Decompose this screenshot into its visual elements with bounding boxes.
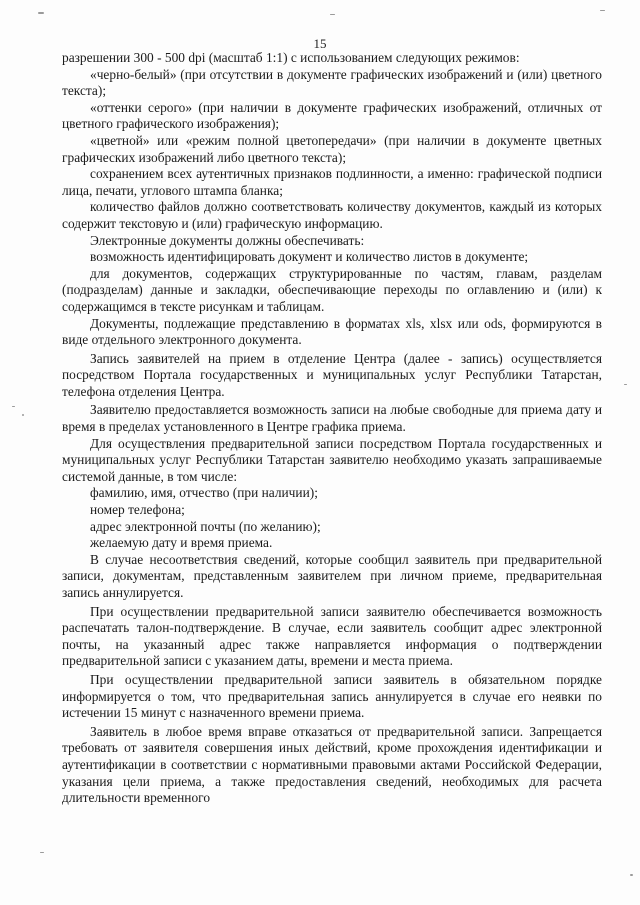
paragraph-portal-booking: Для осуществления предварительной записи посредством Портала государственных и муниципальных услуг Республики Татарстан заявителю необходимо указать запрашиваемые системой данные, в том числе: xyxy=(62,435,602,484)
paragraph-file-count: количество файлов должно соответствовать количеству документов, каждый из которых содержит текстовую и (или) графическую информацию. xyxy=(62,199,602,231)
paragraph-mismatch-cancellation: В случае несоответствия сведений, которые сообщил заявитель при предварительной записи, документам, представленным заявителем при личном приеме, предварительная запись аннулируется. xyxy=(62,551,602,600)
paragraph-free-slots: Заявителю предоставляется возможность записи на любые свободные для приема дату и время в пределах установленного в Центре графика приема. xyxy=(62,402,602,435)
scan-speck xyxy=(12,406,15,407)
list-item-full-name: фамилию, имя, отчество (при наличии); xyxy=(90,485,318,501)
scan-speck xyxy=(22,414,24,416)
paragraph-grayscale-mode: «оттенки серого» (при наличии в документе графических изображений, отличных от цветного графического изображения); xyxy=(62,99,602,132)
paragraph-authenticity-signs: сохранением всех аутентичных признаков подлинности, а именно: графической подписи лица, печати, углового штампа бланка; xyxy=(62,166,602,198)
scan-speck xyxy=(38,12,44,14)
paragraph-confirmation-ticket: При осуществлении предварительной записи заявителю обеспечивается возможность распечатать талон-подтверждение. В случае, если заявитель сообщит адрес электронной почты, на указанный адрес также направляется информация о подтверждении предварительной записи с указанием даты, времени и места приема. xyxy=(62,603,602,669)
paragraph-refuse-booking: Заявитель в любое время вправе отказаться от предварительной записи. Запрещается требовать от заявителя совершения иных действий, кроме прохождения идентификации и аутентификации в соответствии с нормативными правовыми актами Российской Федерации, указания цели приема, а также предоставления сведений, необходимых для расчета длительности временного xyxy=(62,723,602,806)
paragraph-scan-resolution: разрешении 300 - 500 dpi (масштаб 1:1) с использованием следующих режимов: xyxy=(62,50,520,65)
paragraph-spreadsheet-formats: Документы, подлежащие представлению в форматах xls, xlsx или ods, формируются в виде отдельного электронного документа. xyxy=(62,315,602,348)
scan-speck xyxy=(624,384,627,385)
paragraph-structured-documents: для документов, содержащих структурированные по частям, главам, разделам (подразделам) данные и закладки, обеспечивающие переходы по оглавлению и (или) к содержащимся в тексте рисункам и таблицам. xyxy=(62,265,602,314)
paragraph-appointment-booking: Запись заявителей на прием в отделение Центра (далее - запись) осуществляется посредством Портала государственных и муниципальных услуг Республики Татарстан, телефона отделения Центра. xyxy=(62,350,602,399)
scan-speck xyxy=(40,852,44,853)
paragraph-black-white-mode: «черно-белый» (при отсутствии в документе графических изображений и (или) цветного текста); xyxy=(62,66,602,99)
paragraph-electronic-docs-heading: Электронные документы должны обеспечивать: xyxy=(90,232,365,248)
paragraph-identify-document: возможность идентифицировать документ и количество листов в документе; xyxy=(90,249,529,265)
scan-speck xyxy=(330,14,335,15)
list-item-date-time: желаемую дату и время приема. xyxy=(90,535,273,551)
list-item-email: адрес электронной почты (по желанию); xyxy=(90,518,321,534)
paragraph-no-show-cancellation: При осуществлении предварительной записи заявитель в обязательном порядке информируется о том, что предварительная запись аннулируется в случае его неявки по истечении 15 минут с назначенного времени приема. xyxy=(62,671,602,721)
paragraph-color-mode: «цветной» или «режим полной цветопередачи» (при наличии в документе цветных графических изображений либо цветного текста); xyxy=(62,132,602,165)
document-body xyxy=(62,50,602,807)
list-item-phone: номер телефона; xyxy=(90,502,185,518)
scan-speck xyxy=(630,874,633,876)
page-number: 15 xyxy=(313,36,327,51)
scan-speck xyxy=(600,10,605,11)
